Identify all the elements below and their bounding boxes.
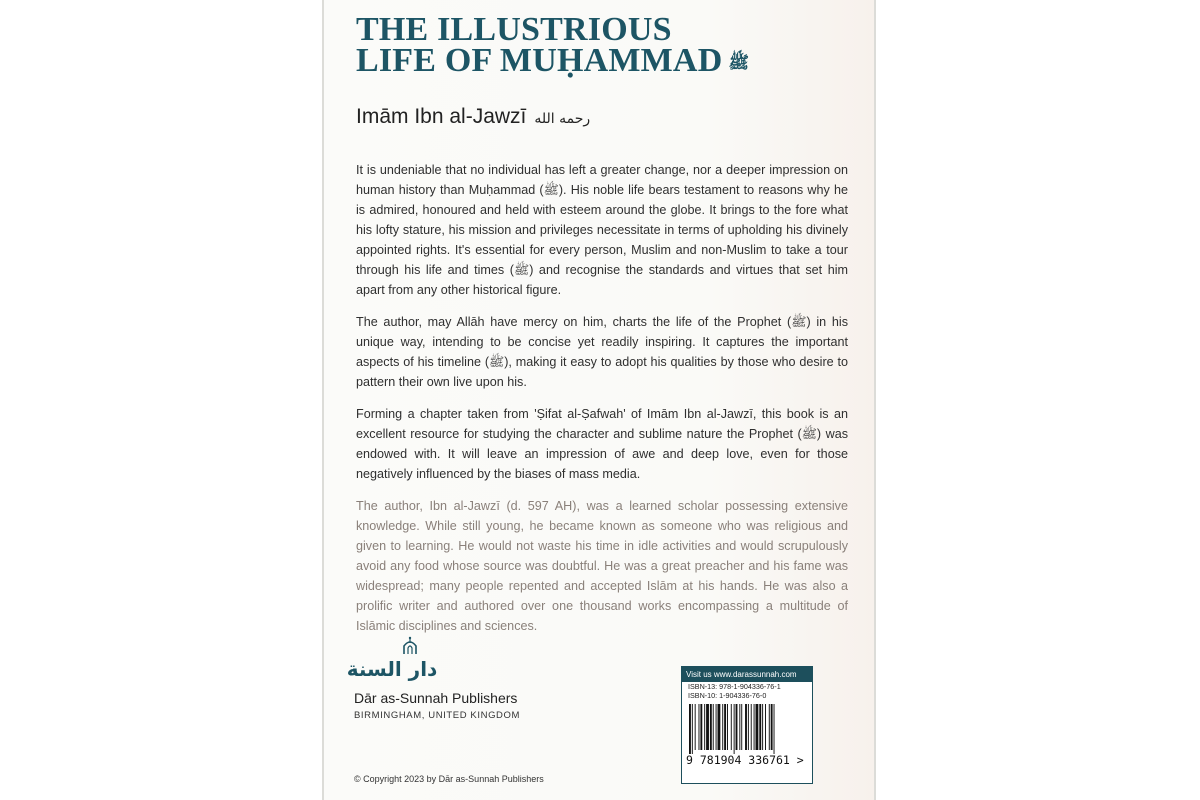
author-biography: The author, Ibn al-Jawzī (d. 597 AH), was a learned scholar possessing extensive knowledge. While still young, he became known as someone who was religious and given to learning. He would not waste his time in idle activities and would scrupulously avoid any food whose source was doubtful. He was a great preacher and his fame was widespread; many people repented and accepted Islām at his hands. He was also a prolific writer and authored over one thousand works encompassing a multitude of Islāmic disciplines and sciences. — [356, 499, 848, 633]
isbn-barcode-panel — [681, 666, 813, 784]
book-title — [356, 11, 749, 79]
copyright-notice: © Copyright 2023 by Dār as-Sunnah Publishers — [354, 774, 544, 784]
publisher-block — [346, 636, 574, 721]
description-paragraph-1: It is undeniable that no individual has left a greater change, nor a deeper impression on human history than Muḥammad (ﷺ). His noble life bears testament to reasons why he is admired, honoured and held with esteem around the globe. It brings to the fore what his lofty stature, his mission and privileges necessitate in terms of upholding his divinely appointed rights. It's essential for every person, Muslim and non-Muslim to take a tour through his life and times (ﷺ) and recognise the standards and virtues that set him apart from any other historical figure. — [356, 163, 848, 297]
publisher-logo-text: دار السنة — [346, 657, 438, 681]
book-title-line-2 — [356, 42, 749, 79]
book-title-line-1: THE ILLUSTRIOUS — [356, 11, 672, 48]
author-name-text: Imām Ibn al-Jawzī — [356, 105, 527, 128]
description-paragraph-2: The author, may Allāh have mercy on him, charts the life of the Prophet (ﷺ) in his unique way, intending to be concise yet readily inspiring. It captures the important aspects of his timeline (ﷺ), making it easy to adopt his qualities by those who desire to pattern their own live upon his. — [356, 315, 849, 389]
publisher-name: Dār as-Sunnah Publishers — [354, 690, 518, 706]
description-paragraph-3: Forming a chapter taken from 'Ṣifat al-Ṣafwah' of Imām Ibn al-Jawzī, this book is an excellent resource for studying the character and sublime nature the Prophet (ﷺ) was endowed with. It will leave an impression of awe and deep love, even for those negatively influenced by the biases of mass media. — [356, 407, 848, 481]
publisher-city: BIRMINGHAM, UNITED KINGDOM — [354, 710, 521, 721]
barcode-number: 9 781904 336761 > — [686, 753, 804, 767]
website-banner: Visit us www.darassunnah.com — [682, 667, 812, 682]
book-title-line-2-text: LIFE OF MUḤAMMAD — [356, 42, 723, 79]
author-name — [356, 105, 590, 129]
isbn-10: ISBN-10: 1-904336-76-0 — [688, 691, 767, 700]
book-back-cover — [322, 0, 876, 800]
salawat-honorific: ﷺ — [728, 52, 749, 73]
publisher-logo-icon — [346, 636, 438, 684]
author-honorific: رحمه الله — [534, 111, 591, 127]
isbn-13: ISBN-13: 978-1-904336-76-1 — [688, 682, 781, 691]
book-description — [356, 160, 848, 648]
barcode-icon — [687, 704, 807, 754]
